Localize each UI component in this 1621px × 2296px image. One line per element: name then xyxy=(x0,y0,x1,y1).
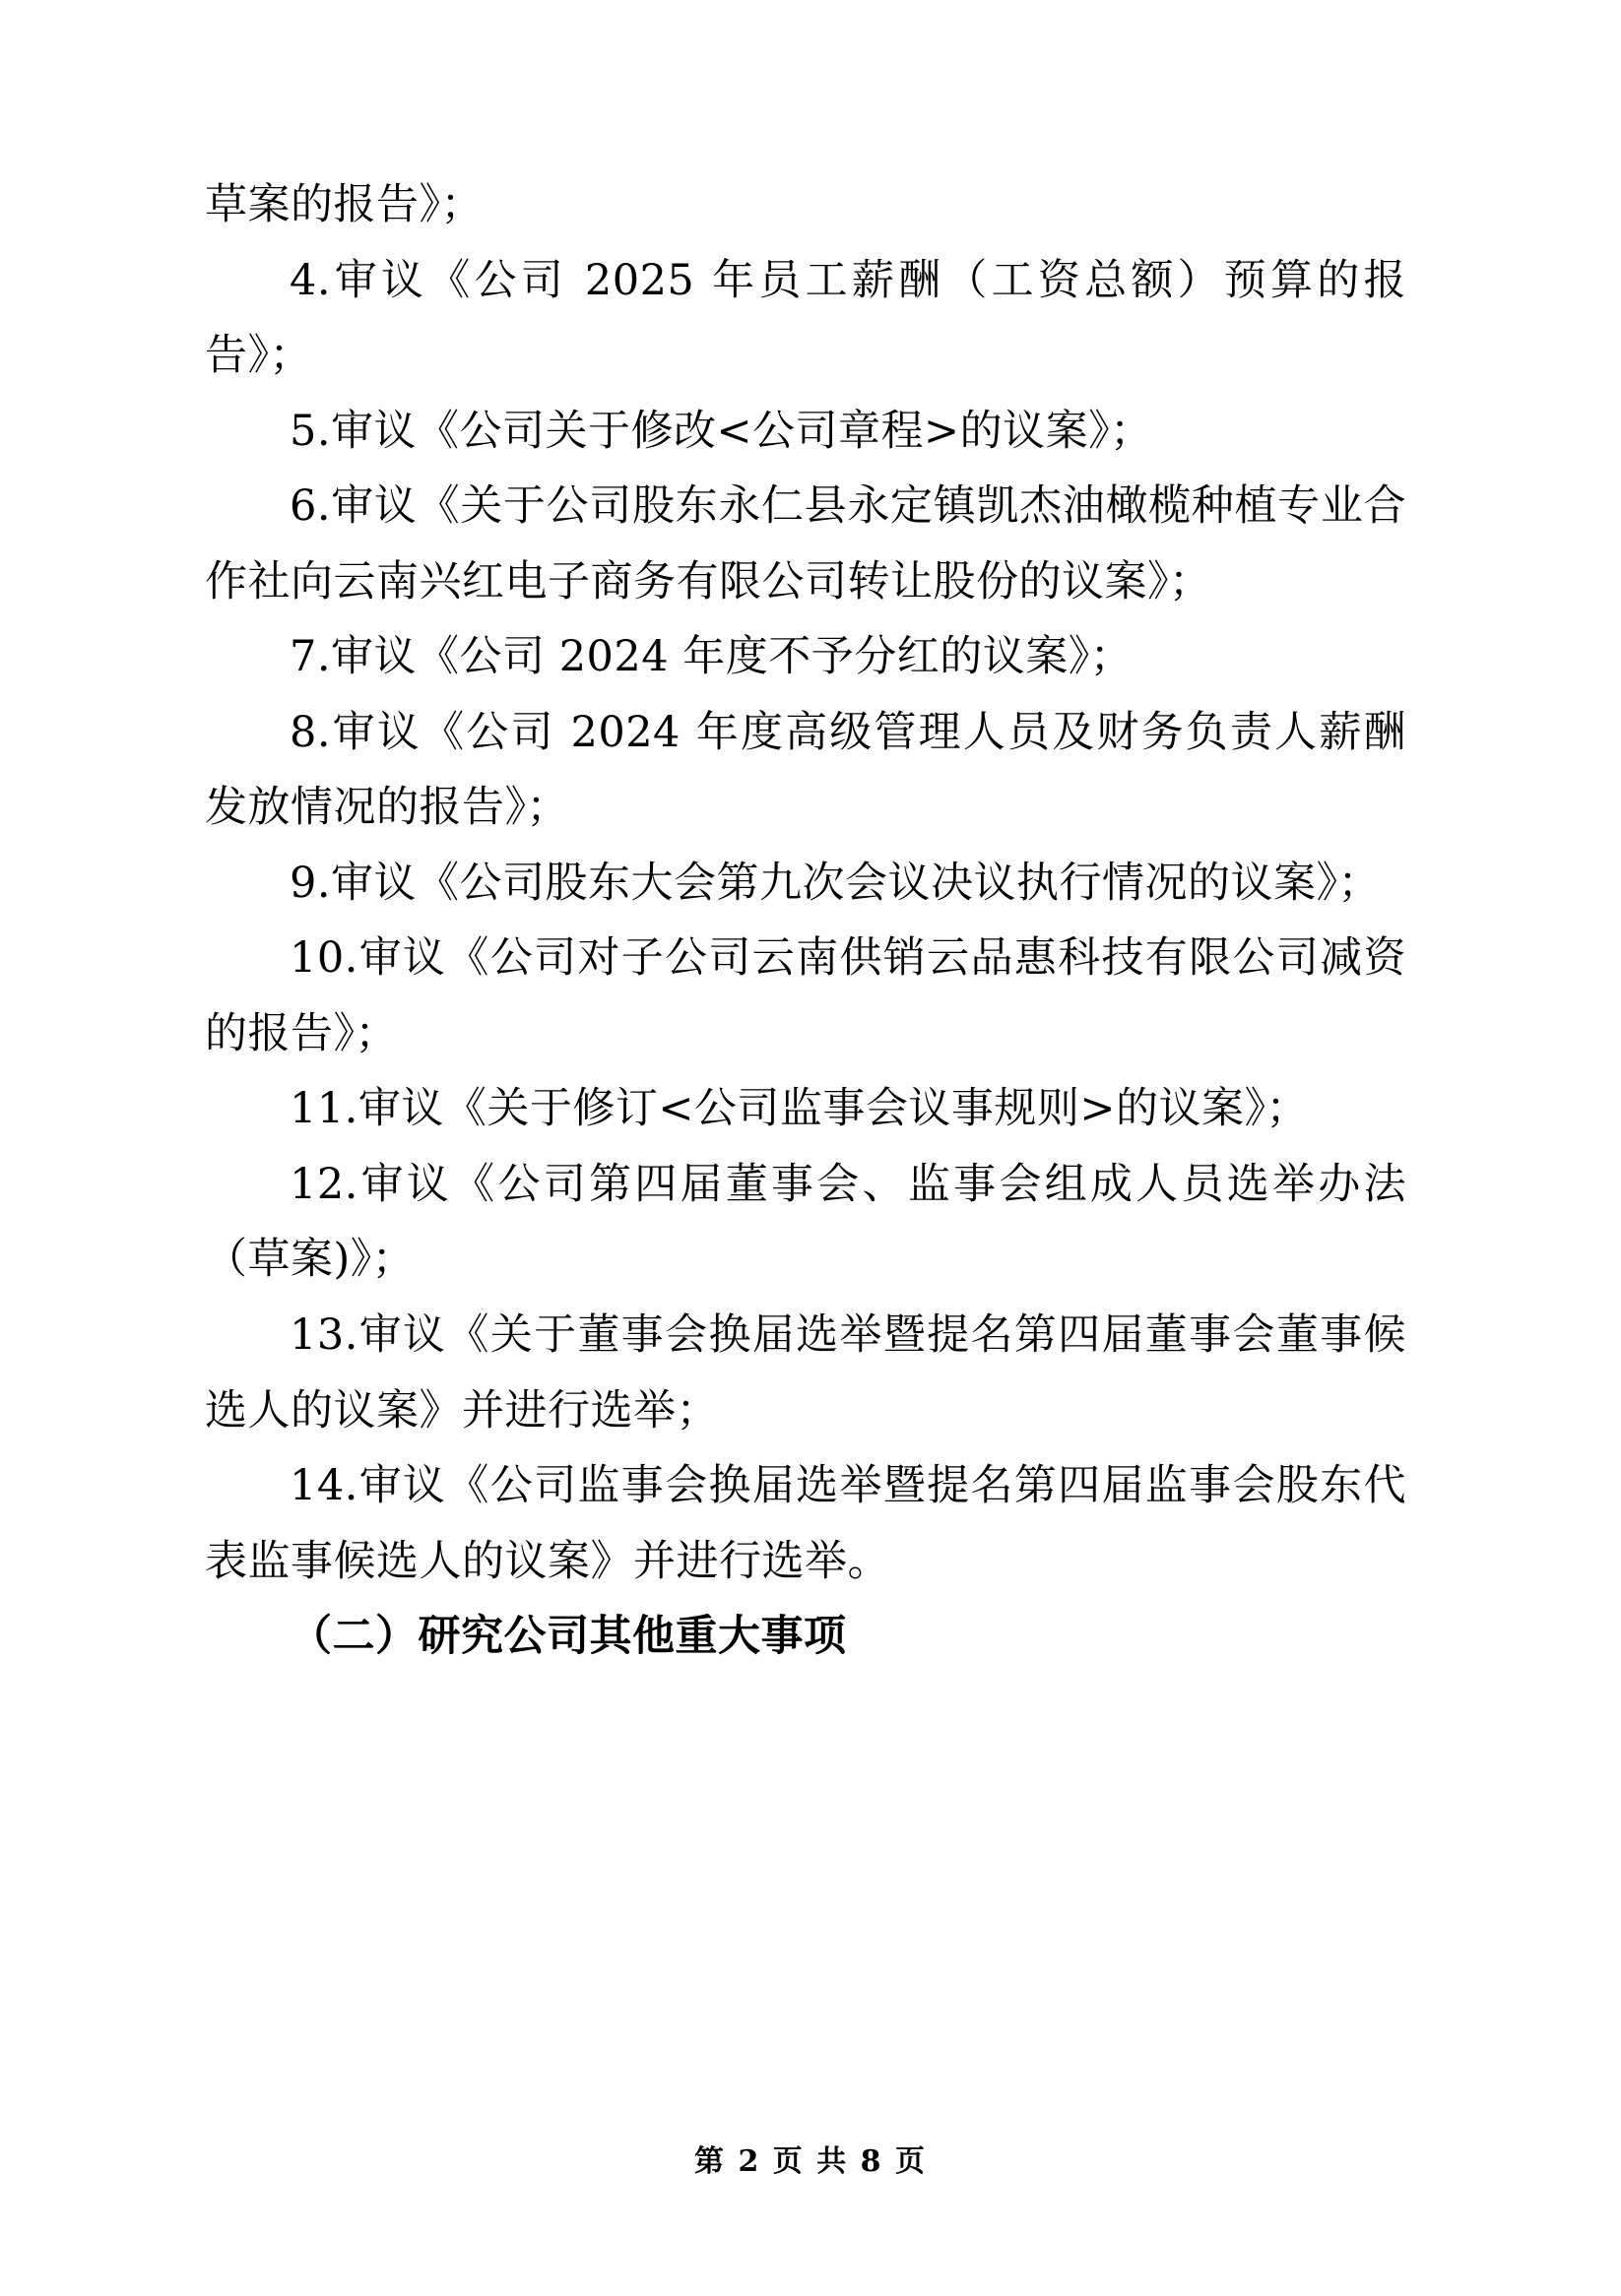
agenda-item-8: 8.审议《公司 2024 年度高级管理人员及财务负责人薪酬发放情况的报告》； xyxy=(205,707,1406,833)
page-footer: 第 2 页 共 8 页 xyxy=(694,2144,927,2179)
agenda-item-10: 10.审议《公司对子公司云南供销云品惠科技有限公司减资的报告》； xyxy=(205,933,1406,1058)
agenda-item-5: 5.审议《公司关于修改<公司章程>的议案》； xyxy=(290,406,1153,456)
agenda-item-6: 6.审议《关于公司股东永仁县永定镇凯杰油橄榄种植专业合作社向云南兴红电子商务有限公司转让股份的议案》； xyxy=(205,481,1406,606)
agenda-item-14: 14.审议《公司监事会换届选举暨提名第四届监事会股东代表监事候选人的议案》并进行选举。 xyxy=(205,1461,1406,1586)
document-body xyxy=(205,167,1406,1675)
paragraph-continuation: 草案的报告》； xyxy=(205,180,484,229)
agenda-item-13: 13.审议《关于董事会换届选举暨提名第四届董事会董事候选人的议案》并进行选举； xyxy=(205,1309,1406,1435)
agenda-item-7: 7.审议《公司 2024 年度不予分红的议案》； xyxy=(290,632,1134,682)
agenda-item-12: 12.审议《公司第四届董事会、监事会组成人员选举办法（草案)》； xyxy=(205,1159,1406,1285)
agenda-item-4: 4.审议《公司 2025 年员工薪酬（工资总额）预算的报告》； xyxy=(205,255,1406,381)
agenda-item-9: 9.审议《公司股东大会第九次会议决议执行情况的议案》； xyxy=(290,858,1382,908)
agenda-item-11: 11.审议《关于修订<公司监事会议事规则>的议案》； xyxy=(290,1084,1309,1134)
section-heading: （二）研究公司其他重大事项 xyxy=(290,1612,847,1662)
